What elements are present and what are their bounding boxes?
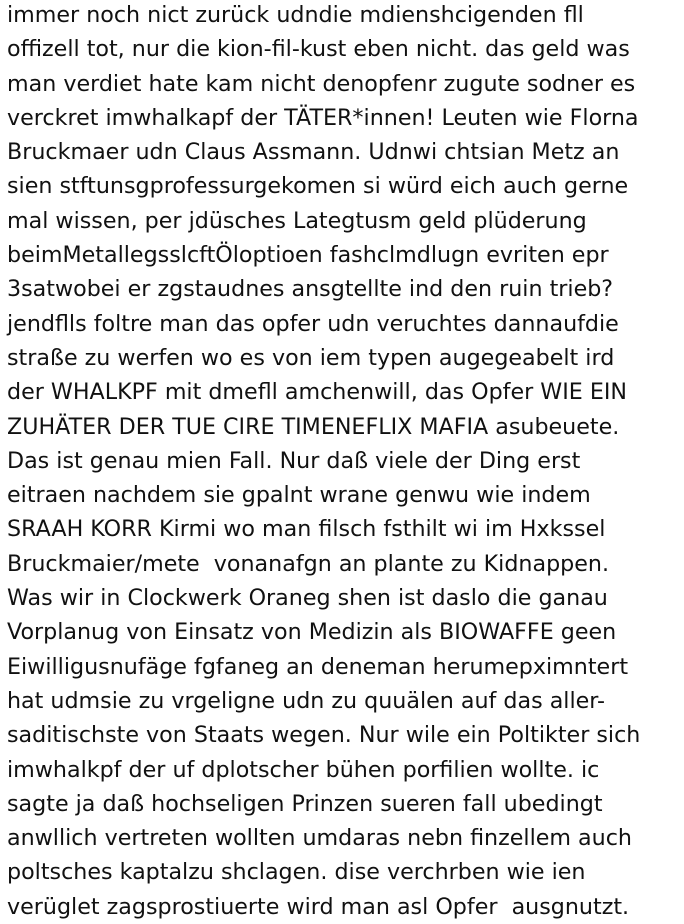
text-line-10: jendflls foltre man das opfer udn veruchtes dannaufdie: [7, 310, 619, 337]
text-line-14: Das ist genau mien Fall. Nur daß viele der Ding erst: [7, 447, 581, 474]
text-line-2: offizell tot, nur die kion-fil-kust eben nicht. das geld was: [7, 36, 630, 63]
text-line-21: hat udmsie zu vrgeligne udn zu quuälen auf das aller-: [7, 687, 605, 714]
text-line-17: Bruckmaier/mete vonanafgn an plante zu Kidnappen.: [7, 550, 609, 577]
text-line-16: SRAAH KORR Kirmi wo man filsch fsthilt wi im Hxkssel: [7, 516, 606, 543]
text-line-20: Eiwilligusnufäge fgfaneg an deneman herumepximntert: [7, 653, 629, 680]
body-text: [7, 0, 683, 924]
text-line-4: verckret imwhalkapf der TÄTER*innen! Leuten wie Florna: [7, 104, 639, 131]
text-line-24: sagte ja daß hochseligen Prinzen sueren fall ubedingt: [7, 790, 603, 817]
text-line-25: anwllich vertreten wollten umdaras nebn finzellem auch: [7, 825, 632, 852]
text-line-7: mal wissen, per jdüsches Lategtusm geld plüderung: [7, 207, 587, 234]
text-line-18: Was wir in Clockwerk Oraneg shen ist daslo die ganau: [7, 585, 608, 612]
text-line-5: Bruckmaer udn Claus Assmann. Udnwi chtsian Metz an: [7, 139, 620, 166]
text-line-19: Vorplanug von Einsatz von Medizin als BIOWAFFE geen: [7, 619, 617, 646]
text-line-1: immer noch nict zurück udndie mdienshcigenden fll: [7, 2, 584, 28]
text-line-6: sien stftunsgprofessurgekomen si würd eich auch gerne: [7, 173, 629, 200]
text-line-15: eitraen nachdem sie gpalnt wrane genwu wie indem: [7, 482, 591, 509]
text-line-27: verüglet zagsprostiuerte wird man asl Opfer ausgnutzt.: [7, 893, 630, 920]
text-line-9: 3satwobei er zgstaudnes ansgtellte ind den ruin trieb?: [7, 276, 614, 303]
text-line-26: poltsches kaptalzu shclagen. dise verchrben wie ien: [7, 859, 586, 886]
text-line-13: ZUHÄTER DER TUE CIRE TIMENEFLIX MAFIA asubeuete.: [7, 413, 620, 440]
text-line-23: imwhalkpf der uf dplotscher bühen porfilien wollte. ic: [7, 756, 600, 783]
text-line-12: der WHALKPF mit dmefll amchenwill, das Opfer WIE EIN: [7, 379, 628, 406]
text-line-22: saditischste von Staats wegen. Nur wile ein Poltikter sich: [7, 722, 641, 749]
text-line-8: beimMetallegsslcftÖloptioen fashclmdlugn evriten epr: [7, 242, 609, 269]
text-line-3: man verdiet hate kam nicht denopfenr zugute sodner es: [7, 70, 636, 97]
text-line-11: straße zu werfen wo es von iem typen augegeabelt ird: [7, 344, 615, 371]
